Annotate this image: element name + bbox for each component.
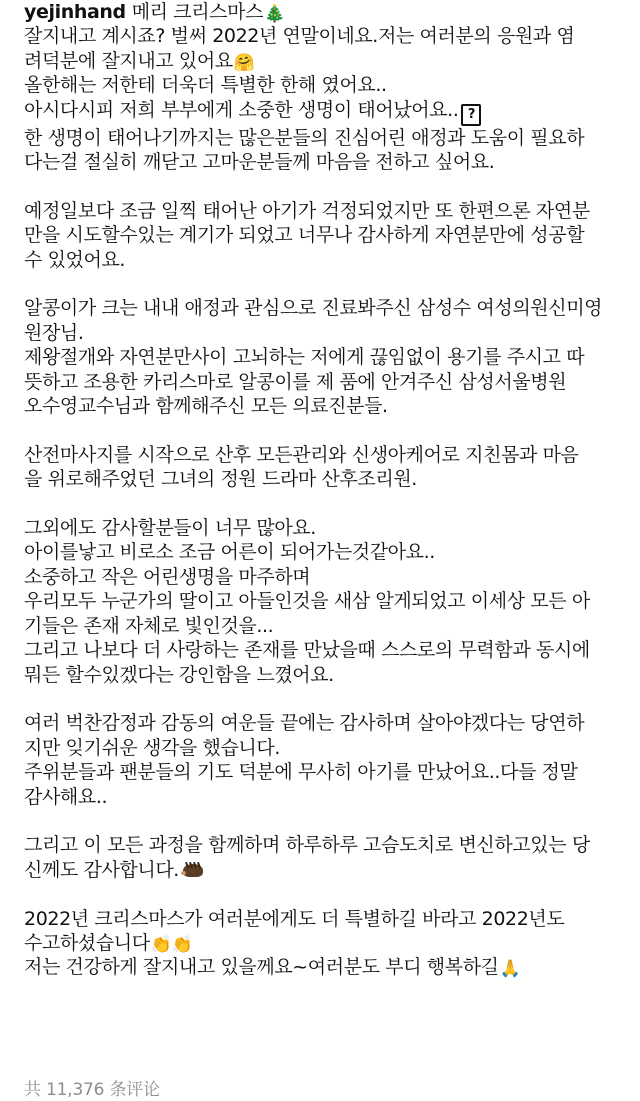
caption-line: 수 있었어요. [24, 248, 126, 271]
caption-line: 신께도 감사합니다. [24, 858, 626, 882]
caption-line: 만을 시도할수있는 계기가 되었고 너무나 감사하게 자연분만에 성공할 [24, 224, 585, 247]
christmas-tree-icon: 🎄 [264, 4, 285, 24]
paragraph-gap [24, 882, 626, 906]
caption-line: 잘지내고 계시죠? 벌써 2022년 연말이네요.저는 여러분의 응원과 염 [24, 25, 575, 48]
caption-line: 한 생명이 태어나기까지는 많은분들의 진심어린 애정과 도움이 필요하 [24, 126, 585, 149]
caption-line: 지만 잊기쉬운 생각을 했습니다. [24, 736, 280, 759]
caption-line: 제왕절개와 자연분만사이 고뇌하는 저에게 끊임없이 용기를 주시고 따 [24, 346, 585, 369]
clapping-hands-icon: 👏👏 [150, 934, 193, 955]
caption-line: 원장님. [24, 321, 84, 344]
post-caption [24, 0, 626, 980]
view-comments-link[interactable]: 共 11,376 条评论 [24, 1080, 160, 1100]
caption-line: 수고하셨습니다👏👏 [24, 931, 193, 955]
hugging-face-icon: 🤗 [233, 52, 255, 73]
caption-line: 아시다시피 저희 부부에게 소중한 생명이 태어났어요.. ? [24, 98, 626, 126]
paragraph-gap [24, 809, 626, 833]
caption-line: yejinhand 메리 크리스마스🎄 [24, 1, 285, 24]
caption-line: 저는 건강하게 잘지내고 있을께요~여러분도 부디 행복하길🙏 [24, 956, 521, 980]
caption-line: 올한해는 저한테 더욱더 특별한 한해 였어요.. [24, 74, 387, 97]
caption-line: 아이를낳고 비로소 조금 어른이 되어가는것같아요.. [24, 541, 435, 564]
paragraph-gap [24, 687, 626, 711]
caption-line: 뜻하고 조용한 카리스마로 알콩이를 제 품에 안겨주신 삼성서울병원 [24, 370, 567, 393]
caption-line: 오수영교수님과 함께해주신 모든 의료진분들. [24, 395, 388, 418]
hedgehog-icon [181, 862, 205, 878]
caption-line: 여러 벅찬감정과 감동의 여운들 끝에는 감사하며 살아야겠다는 당연하 [24, 712, 585, 735]
caption-line: 산전마사지를 시작으로 산후 모든관리와 신생아케어로 지친몸과 마음 [24, 443, 579, 466]
question-box-icon: ? [461, 104, 481, 126]
caption-line: 뭐든 할수있겠다는 강인함을 느꼈어요. [24, 663, 334, 686]
caption-line: 예정일보다 조금 일찍 태어난 아기가 걱정되었지만 또 한편으론 자연분 [24, 199, 590, 222]
paragraph-gap [24, 492, 626, 516]
caption-line: 을 위로해주었던 그녀의 정원 드라마 산후조리원. [24, 468, 417, 491]
paragraph-gap [24, 272, 626, 296]
caption-line: 그리고 이 모든 과정을 함께하며 하루하루 고슴도치로 변신하고있는 당 [24, 834, 590, 857]
caption-line: 주위분들과 팬분들의 기도 덕분에 무사히 아기를 만났어요..다들 정말 [24, 761, 578, 784]
paragraph-gap [24, 418, 626, 442]
caption-line: 기들은 존재 자체로 빛인것을... [24, 614, 274, 637]
caption-line: 다는걸 절실히 깨닫고 고마운분들께 마음을 전하고 싶어요. [24, 151, 495, 174]
paragraph-gap [24, 174, 626, 198]
caption-line: 2022년 크리스마스가 여러분에게도 더 특별하길 바라고 2022년도 [24, 907, 565, 930]
caption-line: 그리고 나보다 더 사랑하는 존재를 만났을때 스스로의 무력함과 동시에 [24, 639, 590, 662]
caption-line: 소중하고 작은 어린생명을 마주하며 [24, 565, 311, 588]
caption-line: 우리모두 누군가의 딸이고 아들인것을 새삼 알게되었고 이세상 모든 아 [24, 590, 590, 613]
username[interactable]: yejinhand [24, 1, 126, 23]
caption-line: 려덕분에 잘지내고 있어요🤗 [24, 49, 255, 73]
caption-line: 감사해요.. [24, 785, 108, 808]
folded-hands-icon: 🙏 [499, 959, 521, 980]
caption-line: 그외에도 감사할분들이 너무 많아요. [24, 517, 316, 540]
caption-line: 알콩이가 크는 내내 애정과 관심으로 진료봐주신 삼성수 여성의원신미영 [24, 297, 603, 320]
